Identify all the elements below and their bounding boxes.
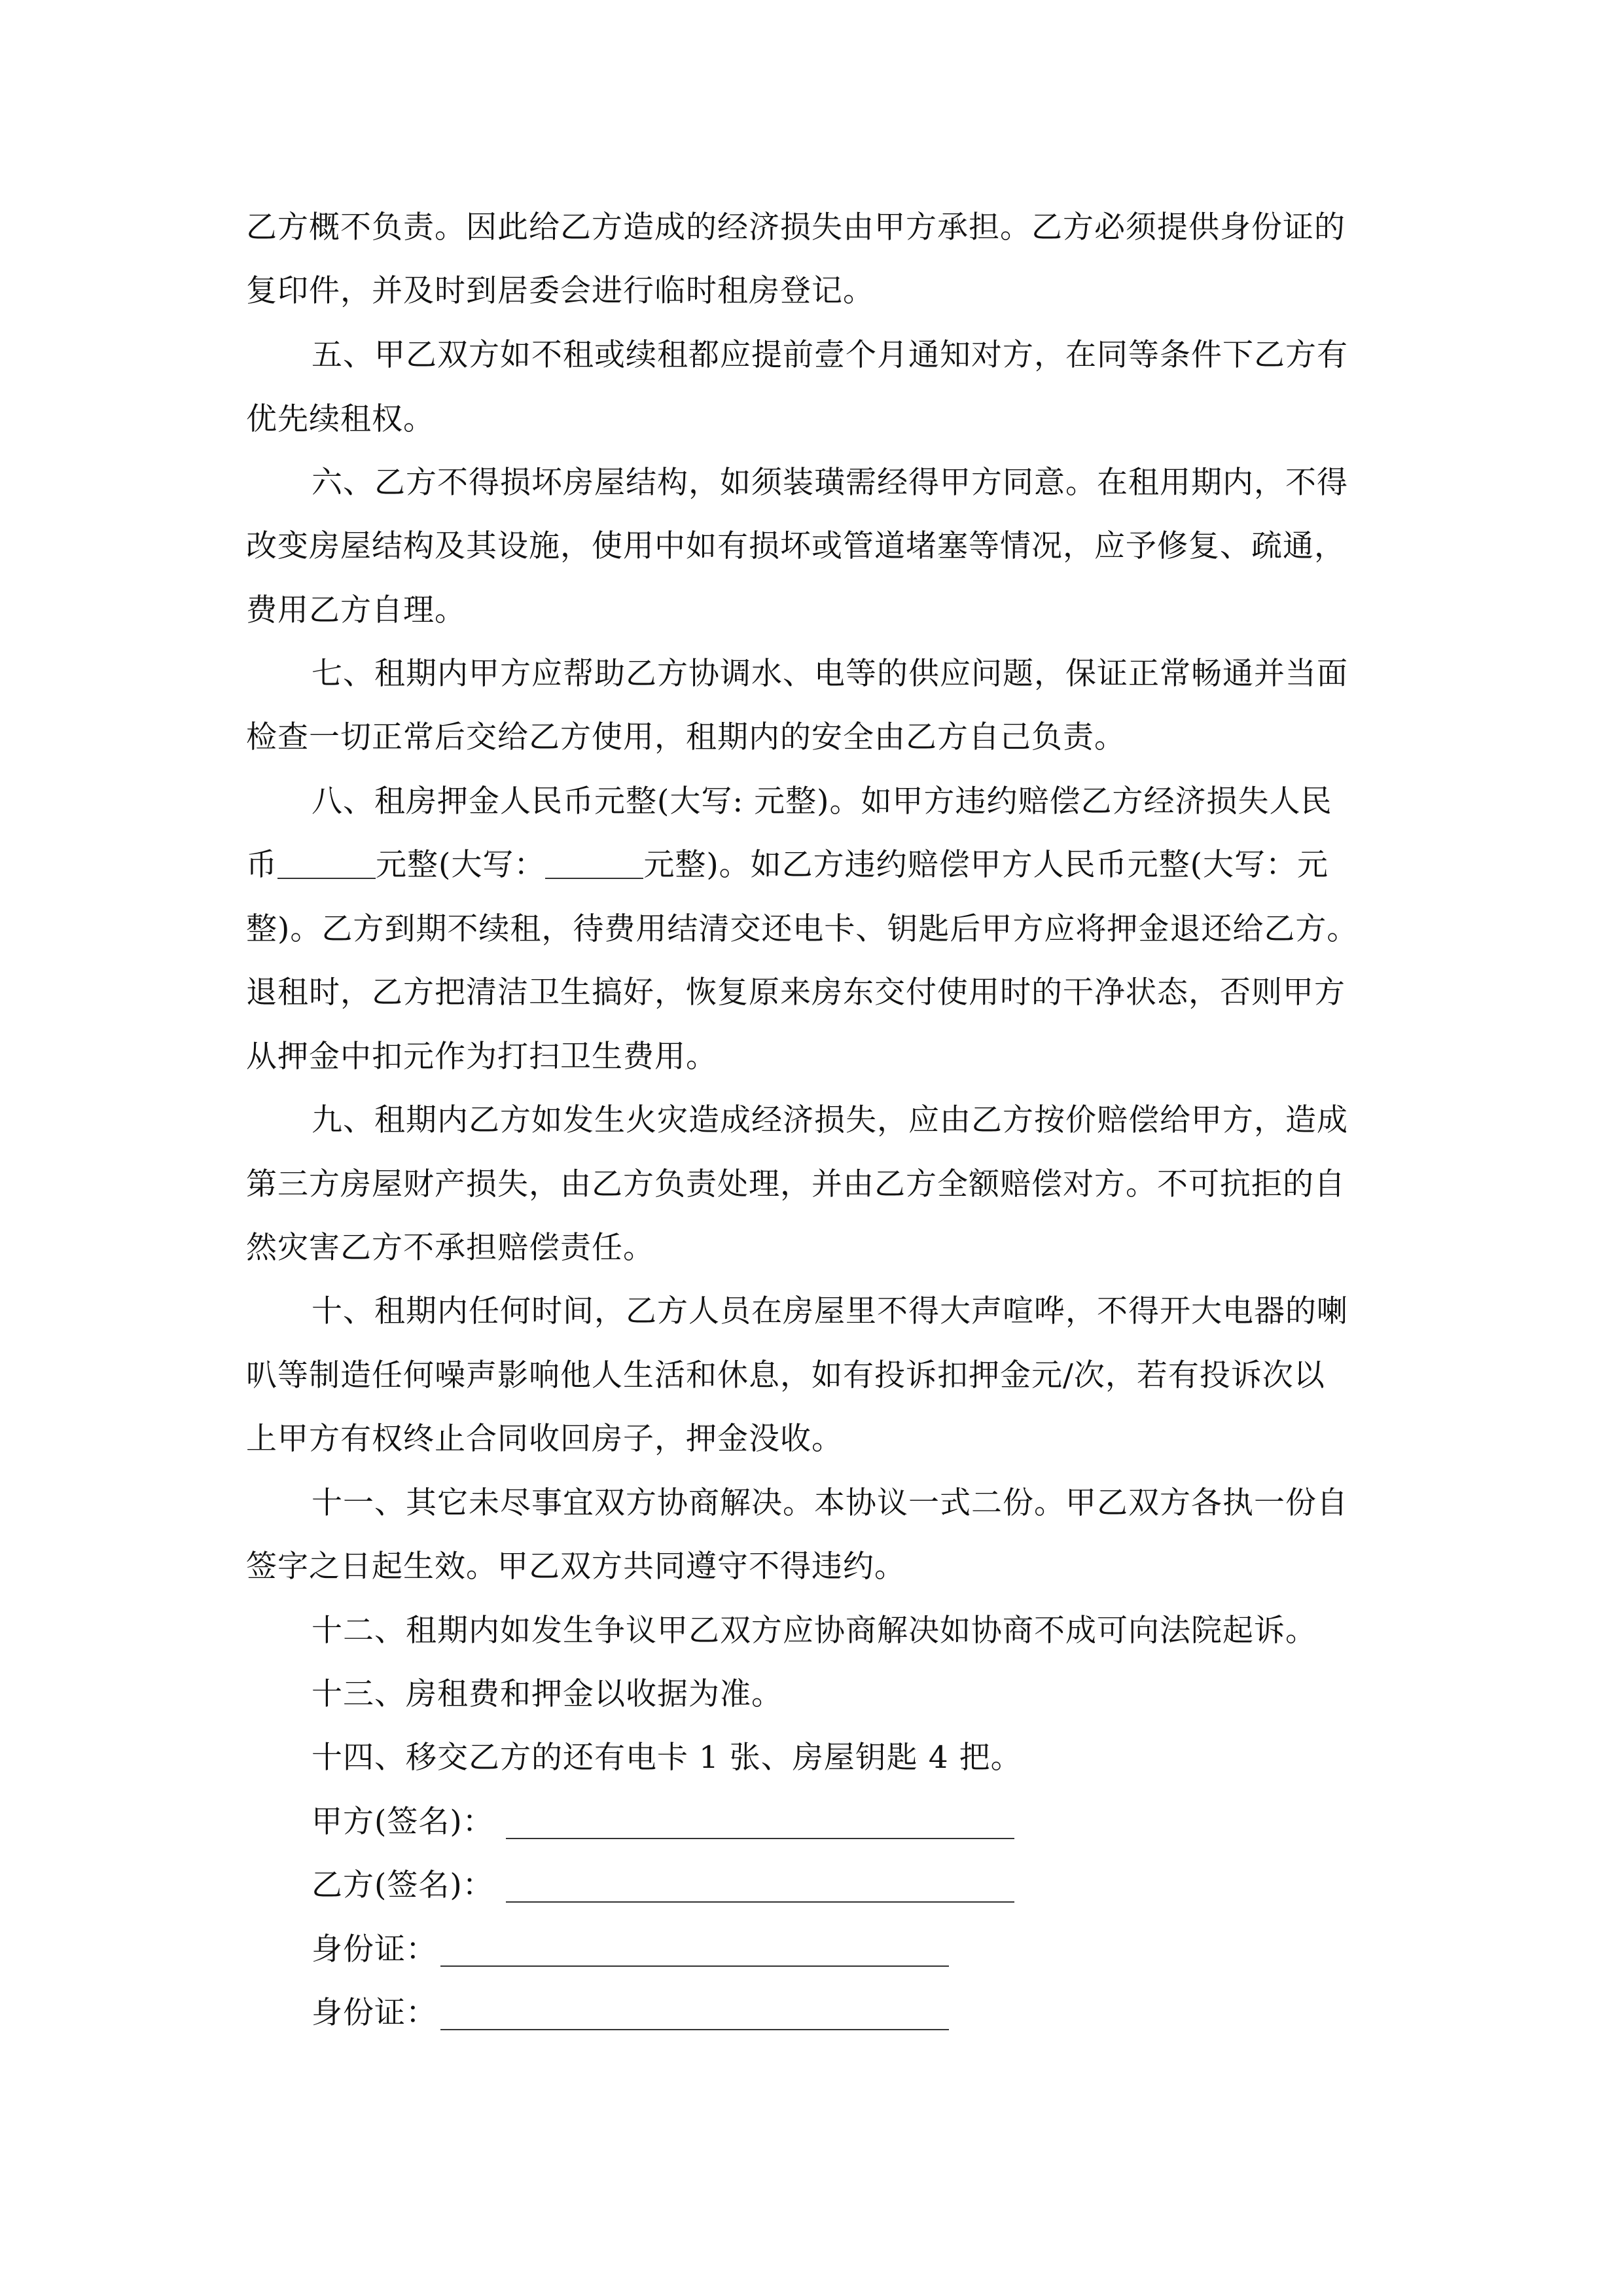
- para7-line2: 检查一切正常后交给乙方使用，租期内的安全由乙方自己负责。: [246, 719, 1126, 755]
- para8-line1: 八、租房押金人民币元整(大写: 元整)。如甲方违约赔偿乙方经济损失人民: [312, 783, 1332, 819]
- para8-line4: 退租时，乙方把清洁卫生搞好，恢复原来房东交付使用时的干净状态，否则甲方: [246, 975, 1346, 1011]
- para9-line2: 第三方房屋财产损失，由乙方负责处理，并由乙方全额赔偿对方。不可抗拒的自: [246, 1166, 1346, 1202]
- para10-line3: 上甲方有权终止合同收回房子，押金没收。: [246, 1421, 843, 1457]
- para8-line2-a: 币: [246, 847, 277, 883]
- id-a-label: 身份证：: [312, 1931, 437, 1967]
- para6-line1: 六、乙方不得损坏房屋结构，如须装璜需经得甲方同意。在租用期内，不得: [312, 465, 1348, 501]
- para12-line: 十二、租期内如发生争议甲乙双方应协商解决如协商不成可向法院起诉。: [312, 1613, 1317, 1649]
- id-b-line[interactable]: [440, 2028, 949, 2030]
- para8-line2: [246, 846, 1378, 885]
- para8-line5: 从押金中扣元作为打扫卫生费用。: [246, 1039, 717, 1075]
- para14-line: 十四、移交乙方的还有电卡 1 张、房屋钥匙 4 把。: [312, 1740, 1022, 1776]
- para9-line3: 然灾害乙方不承担赔偿责任。: [246, 1230, 654, 1266]
- para10-line1: 十、租期内任何时间，乙方人员在房屋里不得大声喧哗，不得开大电器的喇: [312, 1293, 1348, 1329]
- party-b-signature-line[interactable]: [506, 1900, 1014, 1903]
- para8-line3: 整)。乙方到期不续租，待费用结清交还电卡、钥匙后甲方应将押金退还给乙方。: [246, 911, 1359, 947]
- para7-line1: 七、租期内甲方应帮助乙方协调水、电等的供应问题，保证正常畅通并当面: [312, 656, 1348, 692]
- amount-uppercase-blank: [545, 850, 643, 879]
- party-b-signature-label: 乙方(签名)：: [312, 1867, 494, 1903]
- id-b-label: 身份证：: [312, 1995, 437, 2031]
- party-a-signature-label: 甲方(签名)：: [312, 1804, 494, 1840]
- para4-line1: 乙方概不负责。因此给乙方造成的经济损失由甲方承担。乙方必须提供身份证的: [246, 209, 1346, 245]
- amount-blank: [277, 850, 376, 879]
- para5-line1: 五、甲乙双方如不租或续租都应提前壹个月通知对方，在同等条件下乙方有: [312, 337, 1348, 373]
- id-a-line[interactable]: [440, 1964, 949, 1967]
- para11-line2: 签字之日起生效。甲乙双方共同遵守不得违约。: [246, 1549, 906, 1585]
- para6-line2: 改变房屋结构及其设施，使用中如有损坏或管道堵塞等情况，应予修复、疏通，: [246, 528, 1346, 564]
- party-a-signature-line[interactable]: [506, 1837, 1014, 1839]
- para8-line2-c: 元整)。如乙方违约赔偿甲方人民币元整(大写：元: [643, 847, 1329, 883]
- para8-line2-b: 元整(大写：: [376, 847, 546, 883]
- para11-line1: 十一、其它未尽事宜双方协商解决。本协议一式二份。甲乙双方各执一份自: [312, 1485, 1348, 1521]
- para9-line1: 九、租期内乙方如发生火灾造成经济损失，应由乙方按价赔偿给甲方，造成: [312, 1102, 1348, 1138]
- para10-line2: 叭等制造任何噪声影响他人生活和休息，如有投诉扣押金元/次，若有投诉次以: [246, 1357, 1325, 1393]
- para4-line2: 复印件，并及时到居委会进行临时租房登记。: [246, 273, 874, 309]
- para5-line2: 优先续租权。: [246, 401, 435, 437]
- para13-line: 十三、房租费和押金以收据为准。: [312, 1676, 783, 1712]
- para6-line3: 费用乙方自理。: [246, 592, 466, 628]
